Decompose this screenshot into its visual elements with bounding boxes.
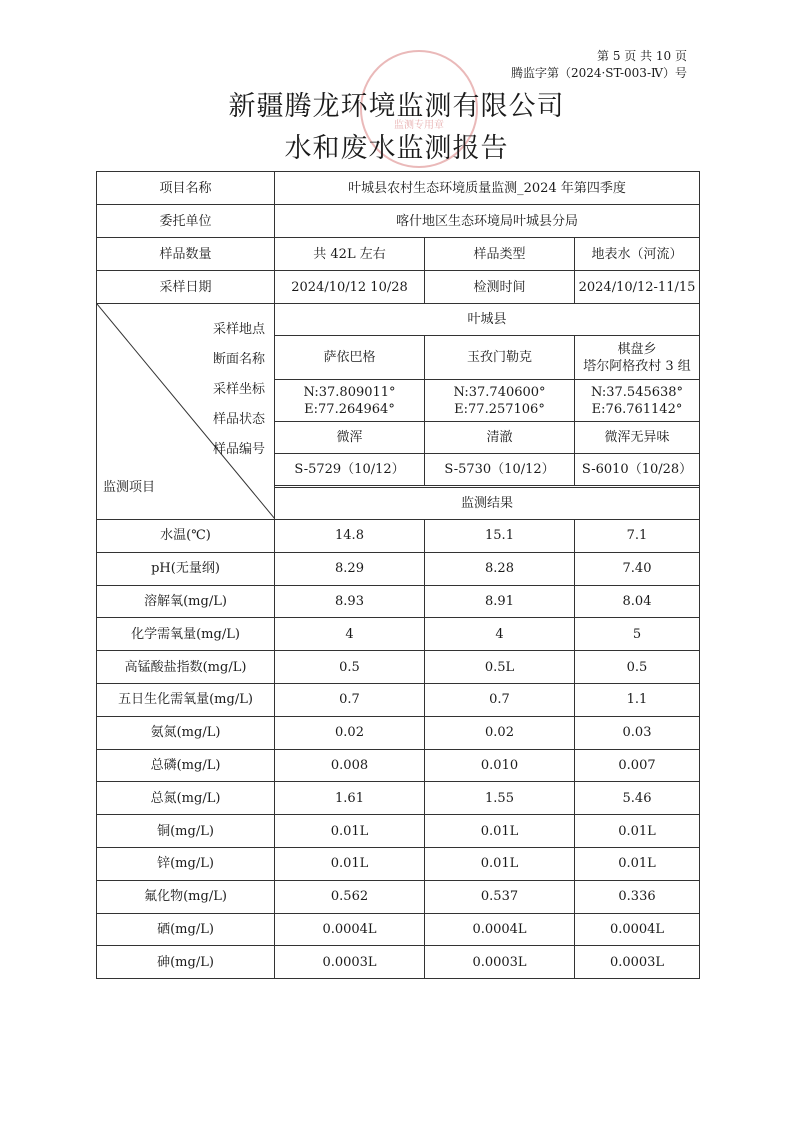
result-value-site-1: 0.02: [275, 716, 425, 749]
parameter-name: 砷(mg/L): [97, 946, 275, 979]
parameter-name: 总磷(mg/L): [97, 749, 275, 782]
result-value-site-3: 0.336: [575, 880, 700, 913]
site-name-1: 萨依巴格: [275, 336, 425, 380]
result-row: [97, 520, 700, 553]
result-value-site-1: 8.29: [275, 552, 425, 585]
result-value-site-2: 0.01L: [425, 847, 575, 880]
parameter-name: 硒(mg/L): [97, 913, 275, 946]
site-status-2: 清澈: [425, 422, 575, 454]
result-value-site-3: 0.5: [575, 651, 700, 684]
result-row: [97, 815, 700, 848]
result-row: [97, 716, 700, 749]
result-value-site-3: 0.01L: [575, 847, 700, 880]
sample-count-row: [97, 238, 700, 271]
date-value: 2024/10/12 10/28: [275, 271, 425, 304]
page-number: 第 5 页 共 10 页: [597, 49, 687, 63]
result-value-site-1: 0.01L: [275, 847, 425, 880]
results-label: 监测结果: [275, 488, 700, 520]
result-value-site-1: 0.0004L: [275, 913, 425, 946]
result-value-site-2: 4: [425, 618, 575, 651]
result-value-site-2: 8.28: [425, 552, 575, 585]
test-time-value: 2024/10/12-11/15: [575, 271, 700, 304]
location-row: [97, 304, 700, 336]
diagonal-header-cell: [97, 304, 275, 520]
site-name-2: 玉孜门勒克: [425, 336, 575, 380]
section-label: 断面名称: [213, 352, 266, 367]
result-value-site-1: 14.8: [275, 520, 425, 553]
parameter-name: 化学需氧量(mg/L): [97, 618, 275, 651]
result-row: [97, 749, 700, 782]
site-e-2: E:77.257106°: [454, 401, 545, 417]
client-row: [97, 205, 700, 238]
result-value-site-2: 0.7: [425, 683, 575, 716]
result-value-site-3: 7.1: [575, 520, 700, 553]
site-code-1: S-5729（10/12）: [275, 454, 425, 486]
result-row: [97, 618, 700, 651]
result-value-site-1: 0.7: [275, 683, 425, 716]
count-label: 样品数量: [97, 238, 275, 271]
site-code-3: S-6010（10/28）: [575, 454, 700, 486]
result-value-site-1: 4: [275, 618, 425, 651]
result-value-site-1: 0.008: [275, 749, 425, 782]
parameter-name: 总氮(mg/L): [97, 782, 275, 815]
stamp-text: 监测专用章: [394, 120, 444, 131]
site-status-3: 微浑无异味: [575, 422, 700, 454]
result-value-site-3: 0.01L: [575, 815, 700, 848]
result-value-site-3: 7.40: [575, 552, 700, 585]
site-coords-3: [575, 380, 700, 422]
result-value-site-3: 0.03: [575, 716, 700, 749]
result-value-site-2: 0.5L: [425, 651, 575, 684]
project-value: 叶城县农村生态环境质量监测_2024 年第四季度: [275, 172, 700, 205]
result-row: [97, 946, 700, 979]
type-value: 地表水（河流）: [575, 238, 700, 271]
result-value-site-3: 0.0003L: [575, 946, 700, 979]
result-value-site-2: 0.0003L: [425, 946, 575, 979]
monitor-item-label: 监测项目: [103, 480, 156, 495]
date-label: 采样日期: [97, 271, 275, 304]
result-value-site-2: 0.02: [425, 716, 575, 749]
result-value-site-2: 8.91: [425, 585, 575, 618]
report-number: 腾监字第（2024·ST-003-Ⅳ）号: [510, 66, 687, 80]
test-time-label: 检测时间: [425, 271, 575, 304]
result-value-site-2: 0.010: [425, 749, 575, 782]
parameter-name: 高锰酸盐指数(mg/L): [97, 651, 275, 684]
site-coords-2: [425, 380, 575, 422]
client-value: 喀什地区生态环境局叶城县分局: [275, 205, 700, 238]
client-label: 委托单位: [97, 205, 275, 238]
parameter-name: 锌(mg/L): [97, 847, 275, 880]
result-row: [97, 880, 700, 913]
result-row: [97, 585, 700, 618]
result-row: [97, 651, 700, 684]
site-e-1: E:77.264964°: [304, 401, 395, 417]
result-value-site-1: 1.61: [275, 782, 425, 815]
report-title: 水和废水监测报告: [284, 133, 509, 164]
count-value: 共 42L 左右: [275, 238, 425, 271]
site-e-3: E:76.761142°: [591, 401, 683, 417]
result-value-site-2: 1.55: [425, 782, 575, 815]
parameter-name: 溶解氧(mg/L): [97, 585, 275, 618]
result-row: [97, 847, 700, 880]
report-table: [96, 171, 700, 979]
status-label: 样品状态: [213, 412, 266, 427]
sample-no-label: 样品编号: [213, 442, 266, 457]
parameter-name: 水温(℃): [97, 520, 275, 553]
result-value-site-2: 0.01L: [425, 815, 575, 848]
project-label: 项目名称: [97, 172, 275, 205]
location-label: 采样地点: [213, 322, 266, 337]
site-n-2: N:37.740600°: [453, 384, 546, 400]
type-label: 样品类型: [425, 238, 575, 271]
site-name-3-line2: 塔尔阿格孜村 3 组: [583, 358, 691, 374]
result-value-site-1: 0.0003L: [275, 946, 425, 979]
result-value-site-3: 5: [575, 618, 700, 651]
result-value-site-3: 5.46: [575, 782, 700, 815]
site-coords-1: [275, 380, 425, 422]
result-value-site-2: 15.1: [425, 520, 575, 553]
result-value-site-1: 0.562: [275, 880, 425, 913]
site-status-1: 微浑: [275, 422, 425, 454]
result-value-site-1: 8.93: [275, 585, 425, 618]
result-value-site-3: 0.007: [575, 749, 700, 782]
result-value-site-3: 0.0004L: [575, 913, 700, 946]
result-value-site-3: 1.1: [575, 683, 700, 716]
site-n-3: N:37.545638°: [590, 384, 684, 400]
site-name-3: [575, 336, 700, 380]
site-code-2: S-5730（10/12）: [425, 454, 575, 486]
parameter-name: 五日生化需氧量(mg/L): [97, 683, 275, 716]
result-value-site-2: 0.537: [425, 880, 575, 913]
result-value-site-2: 0.0004L: [425, 913, 575, 946]
result-row: [97, 683, 700, 716]
result-row: [97, 782, 700, 815]
parameter-name: pH(无量纲): [97, 552, 275, 585]
result-row: [97, 552, 700, 585]
date-row: [97, 271, 700, 304]
result-value-site-1: 0.01L: [275, 815, 425, 848]
site-name-3-line1: 棋盘乡: [617, 341, 657, 357]
result-value-site-3: 8.04: [575, 585, 700, 618]
coords-label: 采样坐标: [213, 382, 266, 397]
project-row: [97, 172, 700, 205]
location-value: 叶城县: [275, 304, 700, 336]
result-row: [97, 913, 700, 946]
company-title: 新疆腾龙环境监测有限公司: [228, 91, 565, 122]
site-n-1: N:37.809011°: [303, 384, 396, 400]
parameter-name: 铜(mg/L): [97, 815, 275, 848]
result-value-site-1: 0.5: [275, 651, 425, 684]
parameter-name: 氟化物(mg/L): [97, 880, 275, 913]
parameter-name: 氨氮(mg/L): [97, 716, 275, 749]
